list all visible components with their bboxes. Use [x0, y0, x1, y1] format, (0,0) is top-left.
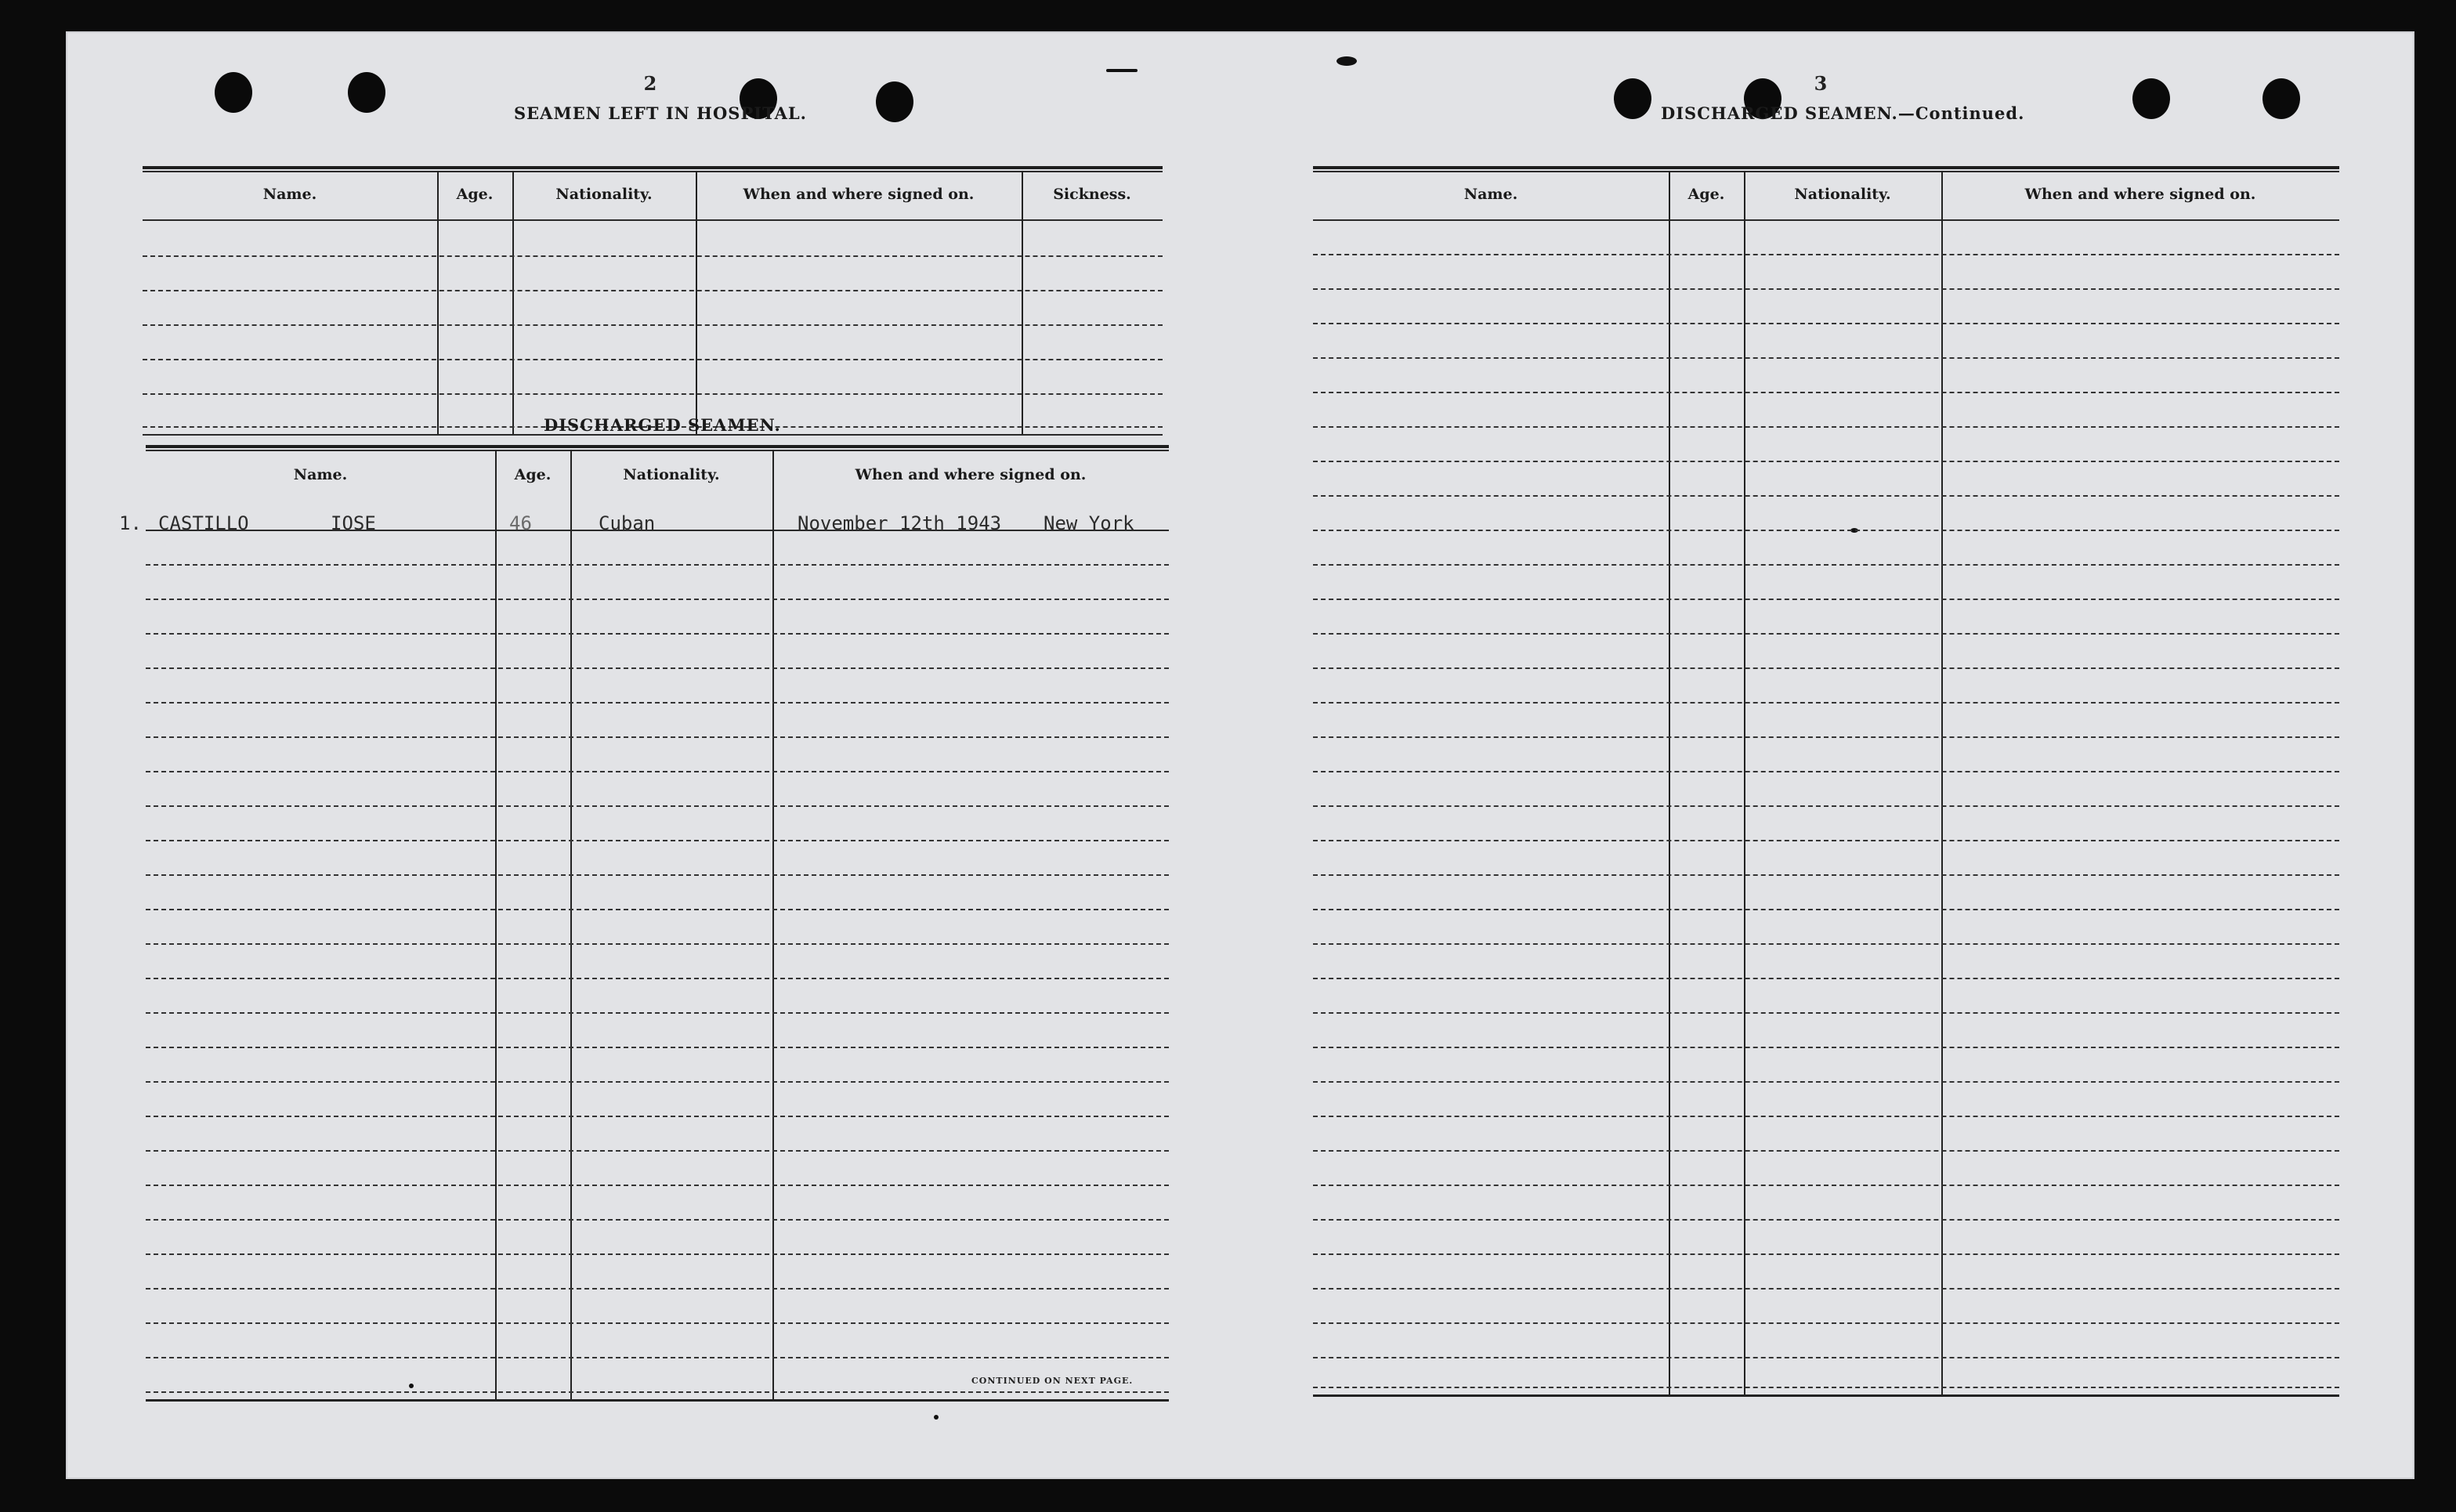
column-header: When and where signed on.: [855, 466, 1087, 483]
entry-given-name: IOSE: [331, 512, 376, 534]
entry-age: 46: [509, 512, 532, 534]
page-number: 2: [643, 72, 657, 95]
column-header: Age.: [514, 466, 552, 483]
right-page: [1241, 31, 2414, 1479]
discharged-table-header: [146, 451, 1169, 498]
column-header: When and where signed on.: [2024, 186, 2256, 203]
entry-number: 1.: [119, 512, 142, 534]
left-page: [66, 31, 1241, 1479]
column-header: Nationality.: [623, 466, 720, 483]
column-header: Nationality.: [555, 186, 653, 203]
document-sheet: [66, 31, 2414, 1479]
continued-note: CONTINUED ON NEXT PAGE.: [971, 1376, 1134, 1386]
entry-signed-on-date: November 12th 1943: [798, 512, 1002, 534]
column-header: When and where signed on.: [743, 186, 975, 203]
column-header: Nationality.: [1794, 186, 1891, 203]
column-header: Age.: [1687, 186, 1725, 203]
discharged-section-title: DISCHARGED SEAMEN.: [544, 415, 781, 435]
discharged-table: [146, 445, 1169, 1405]
hospital-section-title: SEAMEN LEFT IN HOSPITAL.: [514, 103, 807, 123]
entry-nationality: Cuban: [599, 512, 656, 534]
discharged-continued-table: [1313, 135, 2339, 1401]
discharged-continued-title: DISCHARGED SEAMEN.—Continued.: [1661, 103, 2025, 123]
column-header: Name.: [1463, 186, 1518, 203]
column-header: Name.: [293, 466, 348, 483]
column-header: Name.: [262, 186, 317, 203]
entry-signed-on-place: New York: [1044, 512, 1134, 534]
entry-surname: CASTILLO: [158, 512, 249, 534]
column-header: Age.: [456, 186, 494, 203]
hospital-table-header: [143, 171, 1163, 218]
discharged-continued-header: [1313, 171, 2339, 218]
page-number: 3: [1814, 72, 1828, 95]
hospital-table: [143, 135, 1163, 442]
column-header: Sickness.: [1053, 186, 1131, 203]
